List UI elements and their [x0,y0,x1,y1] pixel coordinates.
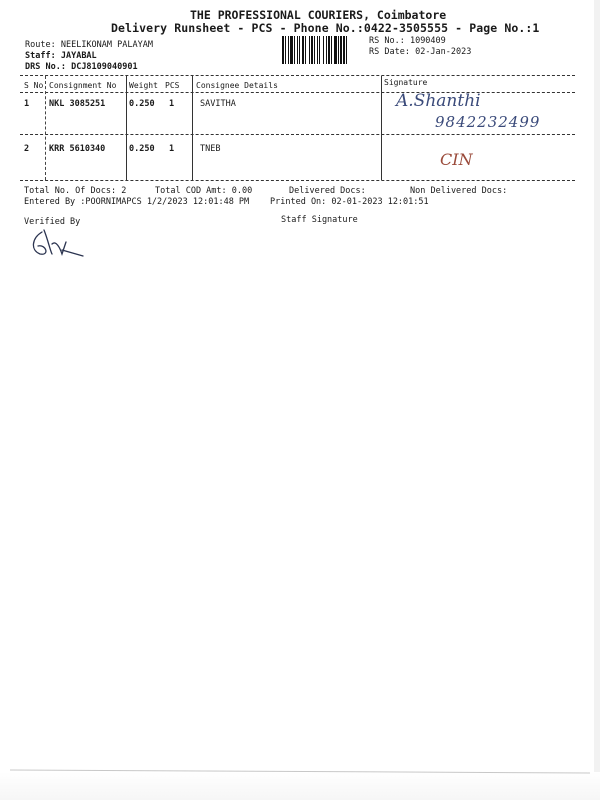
barcode-bar [319,36,320,64]
handwritten-signature: CIN [440,150,473,169]
table-header-rule [20,92,575,93]
drs-row [25,62,138,72]
row-weight: 0.250 [129,144,155,154]
col-divider-sno [45,76,46,180]
rs-date-value: 02-Jan-2023 [415,47,472,57]
rs-date-label: RS Date: [369,47,410,57]
barcode-bar [338,36,339,64]
barcode-bar [290,36,293,64]
col-header-sno: S No [24,81,44,90]
staff-row [25,51,97,61]
staff-label: Staff: [25,51,56,61]
drs-value: DCJ8109040901 [71,62,138,72]
company-title: THE PROFESSIONAL COURIERS, Coimbatore [190,8,447,22]
rs-no-value: 1090409 [409,36,446,46]
barcode-bar [334,36,337,64]
barcode-bar [299,36,300,64]
barcode-bar [346,36,347,64]
table-bottom-rule [20,180,575,181]
col-header-pcs: PCS [165,81,180,90]
runsheet-subtitle: Delivery Runsheet - PCS - Phone No.:0422-3505555 - Page No.:1 [111,21,540,35]
row-sno: 2 [24,144,30,154]
route-row [25,40,153,50]
col-header-weight: Weight [129,81,158,90]
row-consignment-no: NKL 3085251 [49,99,106,109]
scan-edge-right [594,0,600,800]
total-cod-amount: Total COD Amt: 0.00 [155,186,253,196]
barcode [282,36,358,64]
route-label: Route: [25,40,56,50]
barcode-bar [285,36,286,64]
row-pcs: 1 [169,144,175,154]
row-sno: 1 [24,99,30,109]
barcode-bar [282,36,284,64]
total-docs: Total No. Of Docs: 2 [24,186,127,196]
printed-on: Printed On: 02-01-2023 12:01:51 [270,197,429,207]
barcode-bar [311,36,313,64]
staff-signature-label: Staff Signature [281,215,358,225]
rs-no-row [369,36,446,46]
barcode-bar [340,36,342,64]
staff-value: JAYABAL [60,51,97,61]
verified-by-label: Verified By [24,217,81,227]
barcode-bar [331,36,332,64]
entered-by: Entered By :POORNIMAPCS 1/2/2023 12:01:48 PM [24,197,250,207]
rs-date-row [369,47,471,57]
delivered-docs: Delivered Docs: [289,186,366,196]
col-header-consignment: Consignment No [49,81,117,90]
handwritten-signature: A.Shanthi [396,91,481,111]
row-consignee: SAVITHA [200,99,236,109]
barcode-bar [323,36,324,64]
col-header-signature: Signature [384,78,428,87]
barcode-bar [288,36,289,64]
row-consignee: TNEB [200,144,221,154]
col-divider-consignment [126,76,127,180]
row-consignment-no: KRR 5610340 [49,144,106,154]
handwritten-phone: 9842232499 [435,113,541,131]
barcode-bar [343,36,345,64]
row-pcs: 1 [169,99,175,109]
route-value: NEELIKONAM PALAYAM [60,40,153,50]
verifier-signature [28,226,88,262]
non-delivered-docs: Non Delivered Docs: [410,186,508,196]
scan-edge-bottom [0,772,600,800]
rs-no-label: RS No.: [369,36,405,46]
barcode-bar [326,36,327,64]
barcode-bar [309,36,310,64]
table-top-rule [20,75,575,76]
drs-label: DRS No.: [25,62,66,72]
barcode-bar [302,36,304,64]
row-weight: 0.250 [129,99,155,109]
barcode-bar [294,36,295,64]
col-divider-consignee [381,76,382,180]
barcode-bar [317,36,318,64]
barcode-bar [328,36,330,64]
col-divider-pcs [192,76,193,180]
barcode-bar [297,36,298,64]
barcode-bar [314,36,315,64]
col-header-consignee: Consignee Details [196,81,278,90]
barcode-bar [305,36,306,64]
row-divider [20,134,575,135]
